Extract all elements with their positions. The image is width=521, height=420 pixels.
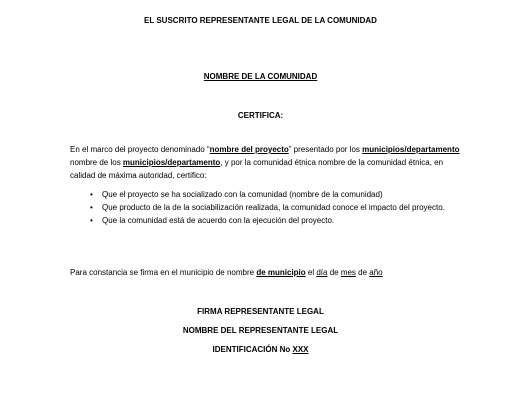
constancia-text: Para constancia se firma en el municipio de nombre: [70, 268, 257, 277]
body-text: nombre de los: [70, 158, 123, 167]
project-name: nombre del proyecto: [209, 145, 289, 154]
list-item-text: Que el proyecto se ha socializado con la comunidad (nombre de la comunidad): [102, 190, 383, 199]
body-text: calidad de máxima autoridad, certifico:: [70, 171, 207, 180]
document-header: EL SUSCRITO REPRESENTANTE LEGAL DE LA COMUNIDAD: [144, 16, 377, 25]
body-paragraph: [70, 143, 460, 182]
list-item: [90, 188, 470, 201]
community-name-heading: NOMBRE DE LA COMUNIDAD: [203, 72, 318, 81]
constancia-text: de: [355, 268, 370, 277]
representative-name-label: NOMBRE DEL REPRESENTANTE LEGAL: [182, 326, 339, 335]
certifies-heading: CERTIFICA:: [237, 111, 284, 120]
month-field: mes: [340, 268, 356, 277]
body-text: En el marco del proyecto denominado “: [70, 145, 210, 154]
municipalities-field: municipios/departamento: [362, 145, 460, 154]
constancia-line: [70, 268, 383, 277]
identification-number: XXX: [292, 345, 309, 354]
list-item: [90, 201, 470, 214]
constancia-text: de: [327, 268, 341, 277]
bullet-icon: •: [90, 203, 93, 212]
bullet-icon: •: [90, 190, 93, 199]
list-item: [90, 214, 470, 227]
certification-list: [90, 188, 470, 227]
identification-line: [0, 345, 521, 354]
body-line-3: [70, 169, 455, 182]
identification-label: IDENTIFICACIÓN No: [212, 345, 293, 354]
signature-label: FIRMA REPRESENTANTE LEGAL: [197, 307, 324, 316]
list-item-text: Que producto de la de la sociabilización realizada, la comunidad conoce el impacto del proyecto.: [102, 203, 445, 212]
day-field: día: [316, 268, 328, 277]
constancia-text: el: [305, 268, 317, 277]
list-item-text: Que la comunidad está de acuerdo con la ejecución del proyecto.: [102, 216, 335, 225]
body-line-1: [70, 143, 460, 156]
year-field: año: [369, 268, 383, 277]
municipio-field: de municipio: [256, 268, 306, 277]
municipalities-field: municipios/departamento: [122, 158, 221, 167]
body-line-2: [70, 156, 455, 169]
bullet-icon: •: [90, 216, 93, 225]
body-text: , y por la comunidad étnica nombre de la comunidad étnica, en: [220, 158, 444, 167]
body-text: ” presentado por los: [288, 145, 363, 154]
